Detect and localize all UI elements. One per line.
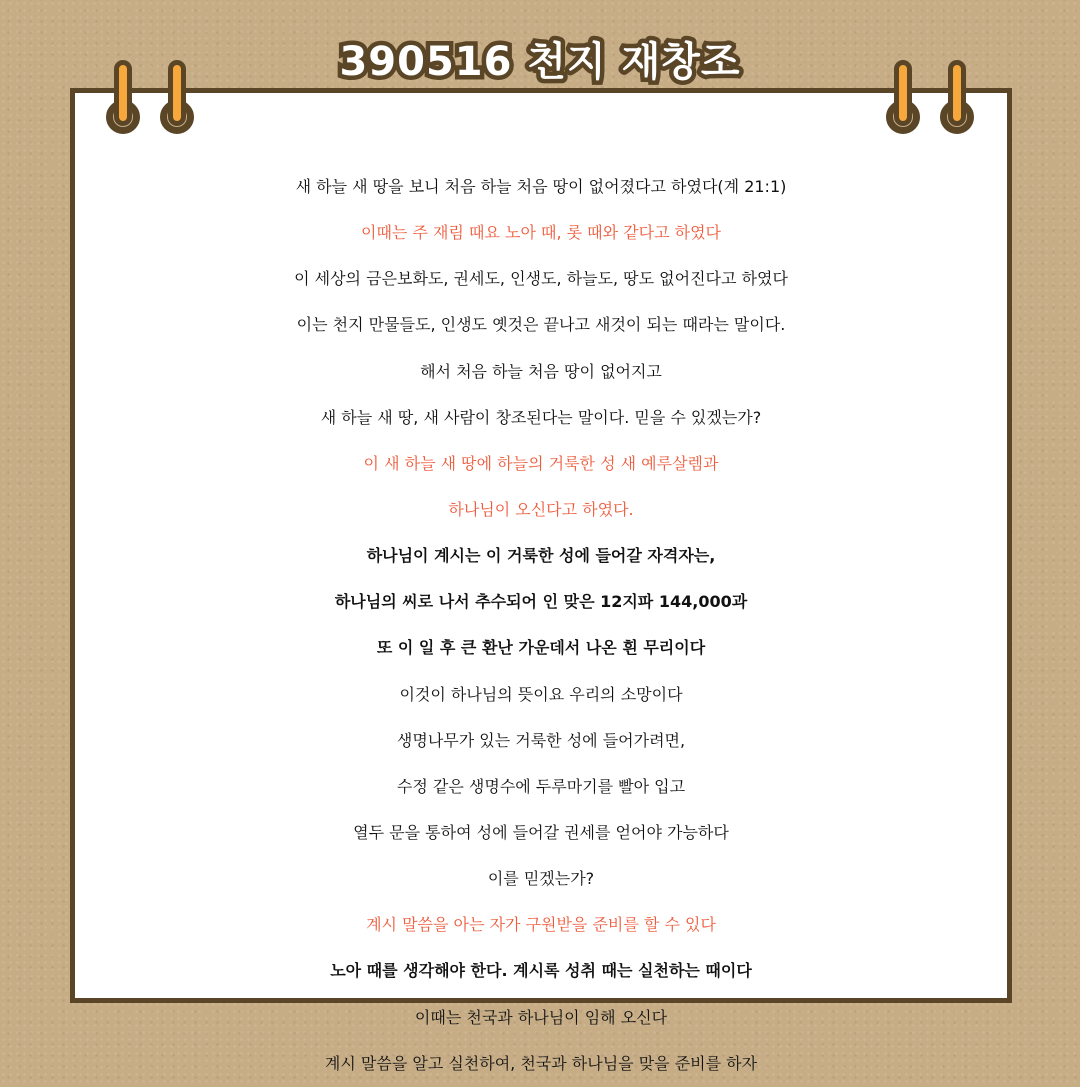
text-line: 하나님이 계시는 이 거룩한 성에 들어갈 자격자는,	[366, 546, 716, 566]
binder-clip-right-1-icon	[894, 60, 912, 126]
text-line: 새 하늘 새 땅, 새 사람이 창조된다는 말이다. 믿을 수 있겠는가?	[320, 407, 762, 427]
text-line: 또 이 일 후 큰 환난 가운데서 나온 흰 무리이다	[376, 638, 706, 658]
binder-clip-right-2-icon	[948, 60, 966, 126]
text-line: 하나님이 오신다고 하였다.	[448, 499, 634, 519]
text-line: 이 새 하늘 새 땅에 하늘의 거룩한 성 새 예루살렘과	[363, 453, 719, 473]
text-line: 이것이 하나님의 뜻이요 우리의 소망이다	[399, 684, 683, 704]
binder-clip-left-2-icon	[168, 60, 186, 126]
text-line: 생명나무가 있는 거룩한 성에 들어가려면,	[396, 730, 686, 750]
page-title: 390516 천지 재창조	[339, 39, 741, 85]
text-line: 이 세상의 금은보화도, 권세도, 인생도, 하늘도, 땅도 없어진다고 하였다	[294, 269, 788, 289]
text-line: 이때는 주 재림 때요 노아 때, 롯 때와 같다고 하였다	[361, 223, 721, 243]
text-line: 열두 문을 통하여 성에 들어갈 권세를 얻어야 가능하다	[353, 822, 729, 842]
text-line: 계시 말씀을 아는 자가 구원받을 준비를 할 수 있다	[366, 915, 716, 935]
text-line: 해서 처음 하늘 처음 땅이 없어지고	[420, 361, 662, 381]
text-line: 수정 같은 생명수에 두루마기를 빨아 입고	[396, 776, 686, 796]
note-body	[70, 164, 1012, 1087]
text-line: 노아 때를 생각해야 한다. 계시록 성취 때는 실천하는 때이다	[330, 961, 752, 981]
text-line: 하나님의 씨로 나서 추수되어 인 맞은 12지파 144,000과	[334, 592, 748, 612]
text-line: 이때는 천국과 하나님이 임해 오신다	[414, 1007, 668, 1027]
text-line: 이는 천지 만물들도, 인생도 옛것은 끝나고 새것이 되는 때라는 말이다.	[296, 315, 786, 335]
binder-clip-left-1-icon	[114, 60, 132, 126]
text-line: 이를 믿겠는가?	[487, 869, 595, 889]
text-line: 새 하늘 새 땅을 보니 처음 하늘 처음 땅이 없어졌다고 하였다(계 21:1)	[295, 177, 787, 196]
text-line: 계시 말씀을 알고 실천하여, 천국과 하나님을 맞을 준비를 하자	[324, 1053, 758, 1073]
